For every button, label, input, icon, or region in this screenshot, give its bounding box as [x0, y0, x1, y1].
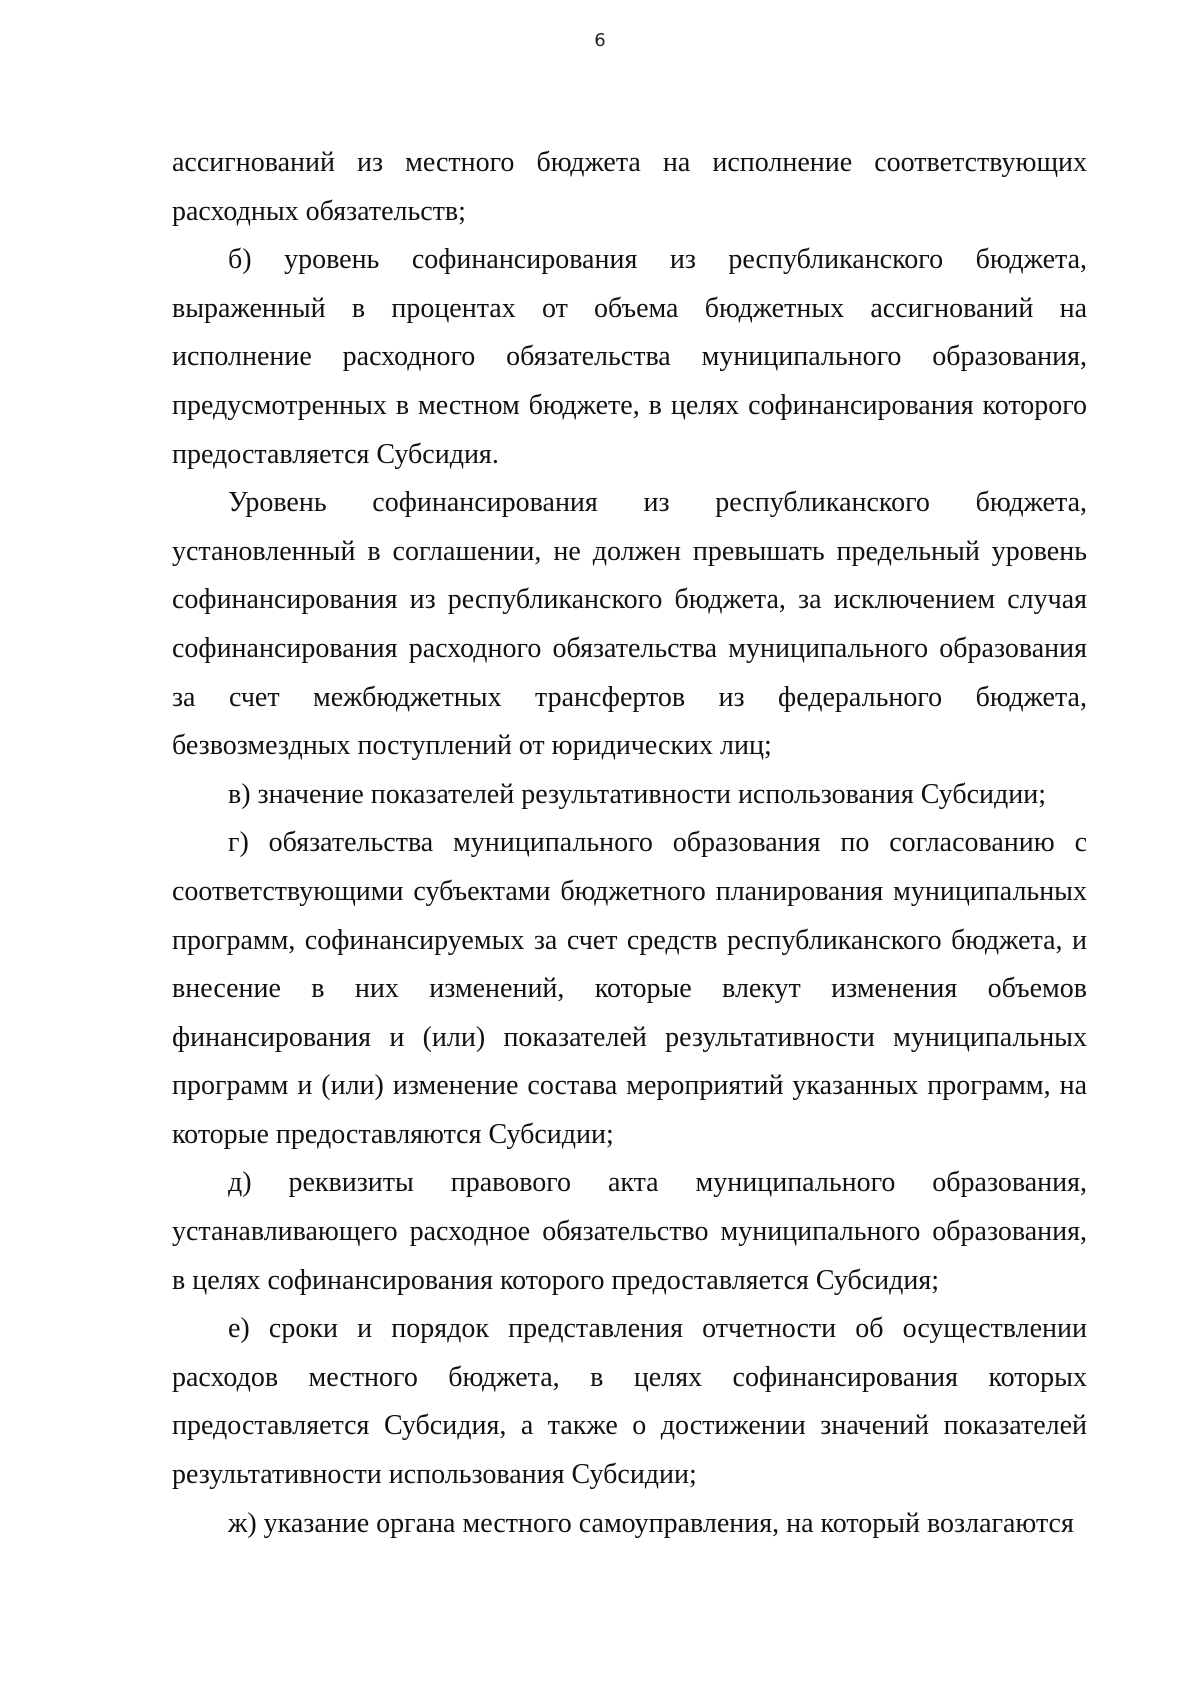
- paragraph-item-d: д) реквизиты правового акта муниципального образования, устанавливающего расходное обязательство муниципального образования, в целях софинансирования которого предоставляется Субсидия;: [172, 1167, 1087, 1296]
- paragraph-item-e: е) сроки и порядок представления отчетности об осуществлении расходов местного бюджета, в целях софинансирования которых предоставляется Субсидия, а также о достижении значений показателей результативности использования Субсидии;: [172, 1313, 1087, 1491]
- document-body: [172, 139, 1087, 1548]
- paragraph-item-zh: ж) указание органа местного самоуправления, на который возлагаются: [228, 1507, 1074, 1539]
- paragraph-item-v: в) значение показателей результативности использования Субсидии;: [228, 778, 1047, 810]
- paragraph-item-b: б) уровень софинансирования из республиканского бюджета, выраженный в процентах от объема бюджетных ассигнований на исполнение расходного обязательства муниципального образования, предусмотренных в местном бюджете, в целях софинансирования которого предоставляется Субсидия.: [172, 244, 1087, 470]
- paragraph-continuation: ассигнований из местного бюджета на исполнение соответствующих расходных обязательств;: [172, 147, 1087, 227]
- paragraph-cofinancing-level: Уровень софинансирования из республиканского бюджета, установленный в соглашении, не должен превышать предельный уровень софинансирования из республиканского бюджета, за исключением случая софинансирования расходного обязательства муниципального образования за счет межбюджетных трансфертов из федерального бюджета, безвозмездных поступлений от юридических лиц;: [172, 487, 1087, 762]
- page-number: 6: [594, 30, 606, 51]
- paragraph-item-g: г) обязательства муниципального образования по согласованию с соответствующими субъектами бюджетного планирования муниципальных программ, софинансируемых за счет средств республиканского бюджета, и внесение в них изменений, которые влекут изменения объемов финансирования и (или) показателей результативности муниципальных программ и (или) изменение состава мероприятий указанных программ, на которые предоставляются Субсидии;: [172, 827, 1087, 1150]
